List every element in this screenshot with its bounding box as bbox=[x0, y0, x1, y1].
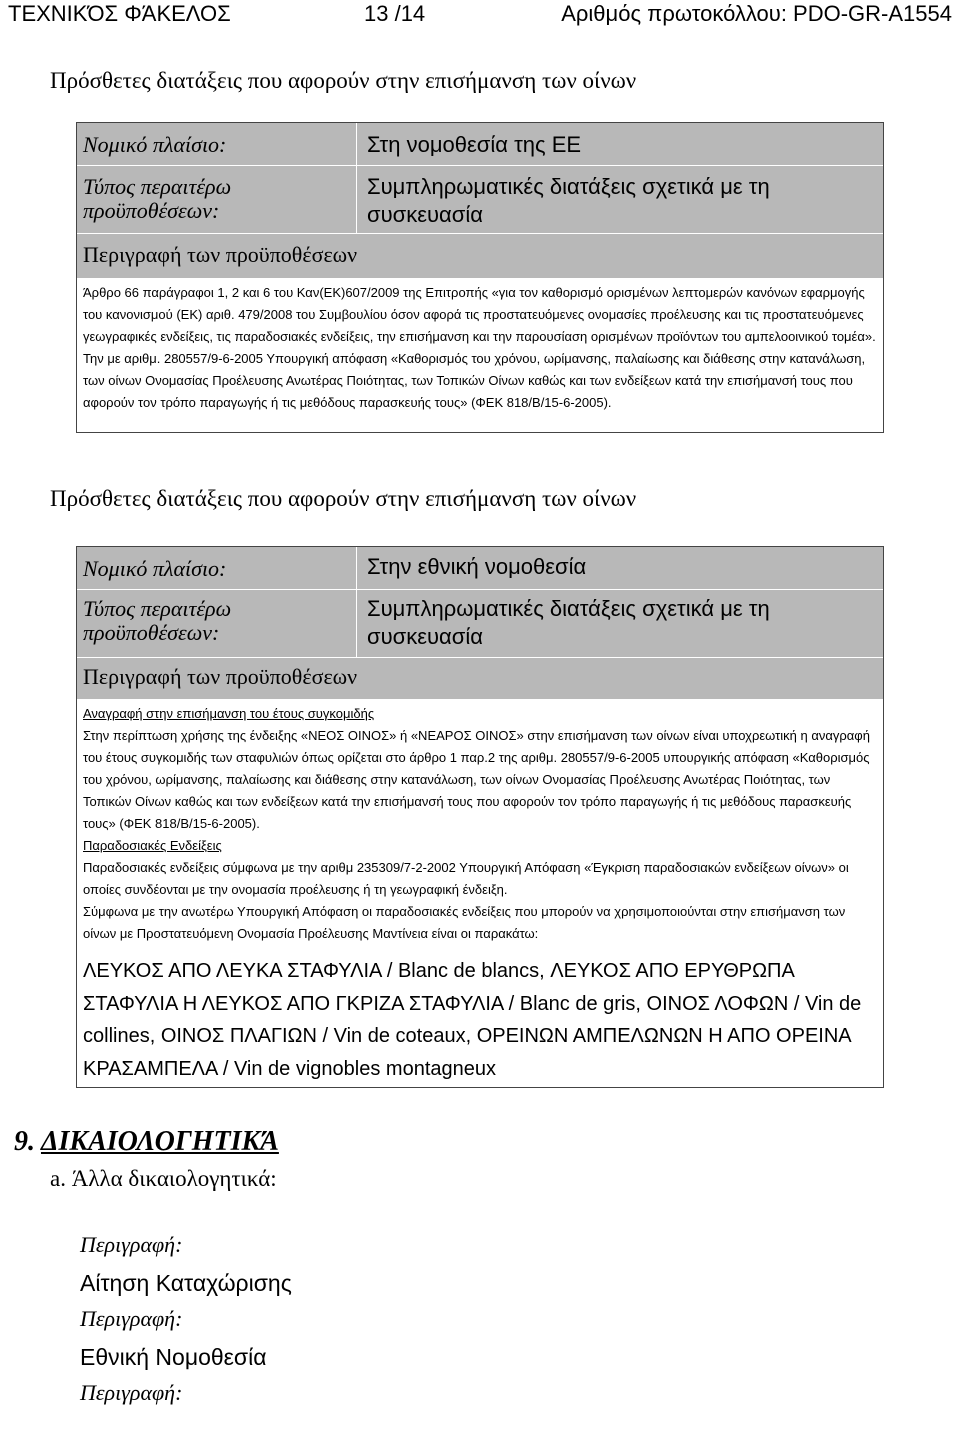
supporting-documents-list bbox=[80, 1232, 780, 1418]
vintage-year-heading: Αναγραφή στην επισήμανση του έτους συγκομιδής bbox=[83, 706, 375, 721]
labelling-provision-box bbox=[76, 546, 884, 1088]
section-title: Πρόσθετες διατάξεις που αφορούν στην επισήμανση των οίνων bbox=[50, 68, 637, 93]
conditions-description-text bbox=[77, 699, 883, 1087]
legal-framework-label: Νομικό πλαίσιο: bbox=[83, 556, 227, 581]
document-name: Αίτηση Καταχώρισης bbox=[80, 1270, 292, 1296]
condition-type-value: Συμπληρωματικές διατάξεις σχετικά με τη συσκευασία bbox=[367, 174, 770, 227]
condition-type-label: Τύπος περαιτέρω προϋποθέσεων: bbox=[83, 596, 232, 645]
page-header bbox=[0, 0, 960, 30]
condition-type-value: Συμπληρωματικές διατάξεις σχετικά με τη συσκευασία bbox=[367, 596, 770, 649]
traditional-terms-list: ΛΕΥΚΟΣ ΑΠΟ ΛΕΥΚΑ ΣΤΑΦΥΛΙΑ / Blanc de blancs, ΛΕΥΚΟΣ ΑΠΟ ΕΡΥΘΡΩΠΑ ΣΤΑΦΥΛΙΑ Η ΛΕΥΚΟΣ ΑΠΟ ΓΚΡΙΖΑ ΣΤΑΦΥΛΙΑ / Blanc de gris, ΟΙΝΟΣ ΛΟΦΩΝ / Vin de collines, ΟΙΝΟΣ ΠΛΑΓΙΩΝ / Vin de coteaux, ΟΡΕΙΝΩΝ ΑΜΠΕΛΩΝΩΝ Η ΑΠΟ ΟΡΕΙΝΑ ΚΡΑΣΑΜΠΕΛΑ / Vin de vignobles montagneux bbox=[83, 960, 862, 1080]
condition-type-label: Τύπος περαιτέρω προϋποθέσεων: bbox=[83, 174, 232, 223]
section-9-heading bbox=[14, 1126, 279, 1158]
page-number: 13 /14 bbox=[364, 1, 426, 26]
document-name: Εθνική Νομοθεσία bbox=[80, 1344, 267, 1370]
description-paragraph: Την με αριθμ. 280557/9-6-2005 Υπουργική απόφαση «Καθορισμός του χρόνου, ωρίμανσης, παλαίωσης και διάθεσης στην κατανάλωση, των οίνων Ονομασίας Προέλευσης Ανωτέρας Ποιότητας, των Τοπικών Οίνων καθώς και των ενδείξεων κατά την επισήμανσή τους που αφορούν τον τρόπο παραγωγής ή τις μεθόδους παρασκευής τους» (ΦΕΚ 818/Β/15-6-2005). bbox=[83, 351, 866, 410]
traditional-terms-heading: Παραδοσιακές Ενδείξεις bbox=[83, 838, 222, 853]
labelling-provision-box bbox=[76, 122, 884, 433]
vintage-year-paragraph: Στην περίπτωση χρήσης της ένδειξης «ΝΕΟΣ ΟΙΝΟΣ» ή «ΝΕΑΡΟΣ ΟΙΝΟΣ» στην επισήμανση των οίνων είναι υποχρεωτική η αναγραφή του έτους συγκομιδής των σταφυλιών όπως ορίζεται στο άρθρο 1 παρ.2 της αριθμ. 280557/9-6-2005 υπουργικής απόφαση «Καθορισμός του χρόνου, ωρίμανσης, παλαίωσης και διάθεσης στην κατανάλωση, των οίνων Ονομασίας Προέλευσης Ανωτέρας Ποιότητας, των Τοπικών Οίνων καθώς και των ενδείξεων κατά την επισήμανσή τους που αφορούν τον τρόπο παραγωγής ή τις μεθόδους παρασκευής τους» (ΦΕΚ 818/Β/15-6-2005). bbox=[83, 728, 870, 831]
section-number: 9. bbox=[14, 1126, 35, 1157]
description-paragraph: Άρθρο 66 παράγραφοι 1, 2 και 6 του Καν(ΕΚ)607/2009 της Επιτροπής «για τον καθορισμό ορισμένων λεπτομερών κανόνων εφαρμογής του κανονισμού (ΕΚ) αριθ. 479/2008 του Συμβουλίου όσον αφορά τις προστατευόμενες ονομασίες προέλευσης και τις προστατευόμενες γεωγραφικές ενδείξεις, τις παραδοσιακές ενδείξεις, την επισήμανση και την παρουσίαση ορισμένων προϊόντων του αμπελοοινικού τομέα». bbox=[83, 285, 876, 344]
section-title: ΔΙΚΑΙΟΛΟΓΗΤΙΚΆ bbox=[40, 1126, 279, 1157]
conditions-description-text bbox=[77, 278, 883, 432]
document-type: ΤΕΧΝΙΚΌΣ ΦΆΚΕΛΟΣ bbox=[8, 1, 231, 26]
document-description-label: Περιγραφή: bbox=[80, 1232, 183, 1257]
provision-header bbox=[77, 547, 883, 699]
legal-framework-value: Στη νομοθεσία της ΕΕ bbox=[367, 132, 582, 157]
conditions-description-label: Περιγραφή των προϋποθέσεων bbox=[83, 664, 358, 689]
provision-header bbox=[77, 123, 883, 278]
protocol-number: Αριθμός πρωτοκόλλου: PDO-GR-A1554 bbox=[561, 1, 952, 26]
document-description-label: Περιγραφή: bbox=[80, 1380, 183, 1405]
legal-framework-value: Στην εθνική νομοθεσία bbox=[367, 554, 587, 579]
traditional-terms-paragraph: Παραδοσιακές ενδείξεις σύμφωνα με την αριθμ 235309/7-2-2002 Υπουργική Απόφαση «Έγκριση παραδοσιακών ενδείξεων οίνων» οι οποίες συνδέονται με την ονομασία προέλευσης ή τη γεωγραφική ένδειξη. bbox=[83, 860, 849, 897]
legal-framework-label: Νομικό πλαίσιο: bbox=[83, 132, 227, 157]
subsection-title: a. Άλλα δικαιολογητικά: bbox=[50, 1166, 277, 1191]
document-description-label: Περιγραφή: bbox=[80, 1306, 183, 1331]
section-title: Πρόσθετες διατάξεις που αφορούν στην επισήμανση των οίνων bbox=[50, 486, 637, 511]
traditional-terms-paragraph: Σύμφωνα με την ανωτέρω Υπουργική Απόφαση οι παραδοσιακές ενδείξεις που μπορούν να χρησιμοποιούνται στην επισήμανση των οίνων με Προστατευόμενη Ονομασία Προέλευσης Μαντίνεια είναι οι παρακάτω: bbox=[83, 904, 846, 941]
conditions-description-label: Περιγραφή των προϋποθέσεων bbox=[83, 242, 358, 267]
